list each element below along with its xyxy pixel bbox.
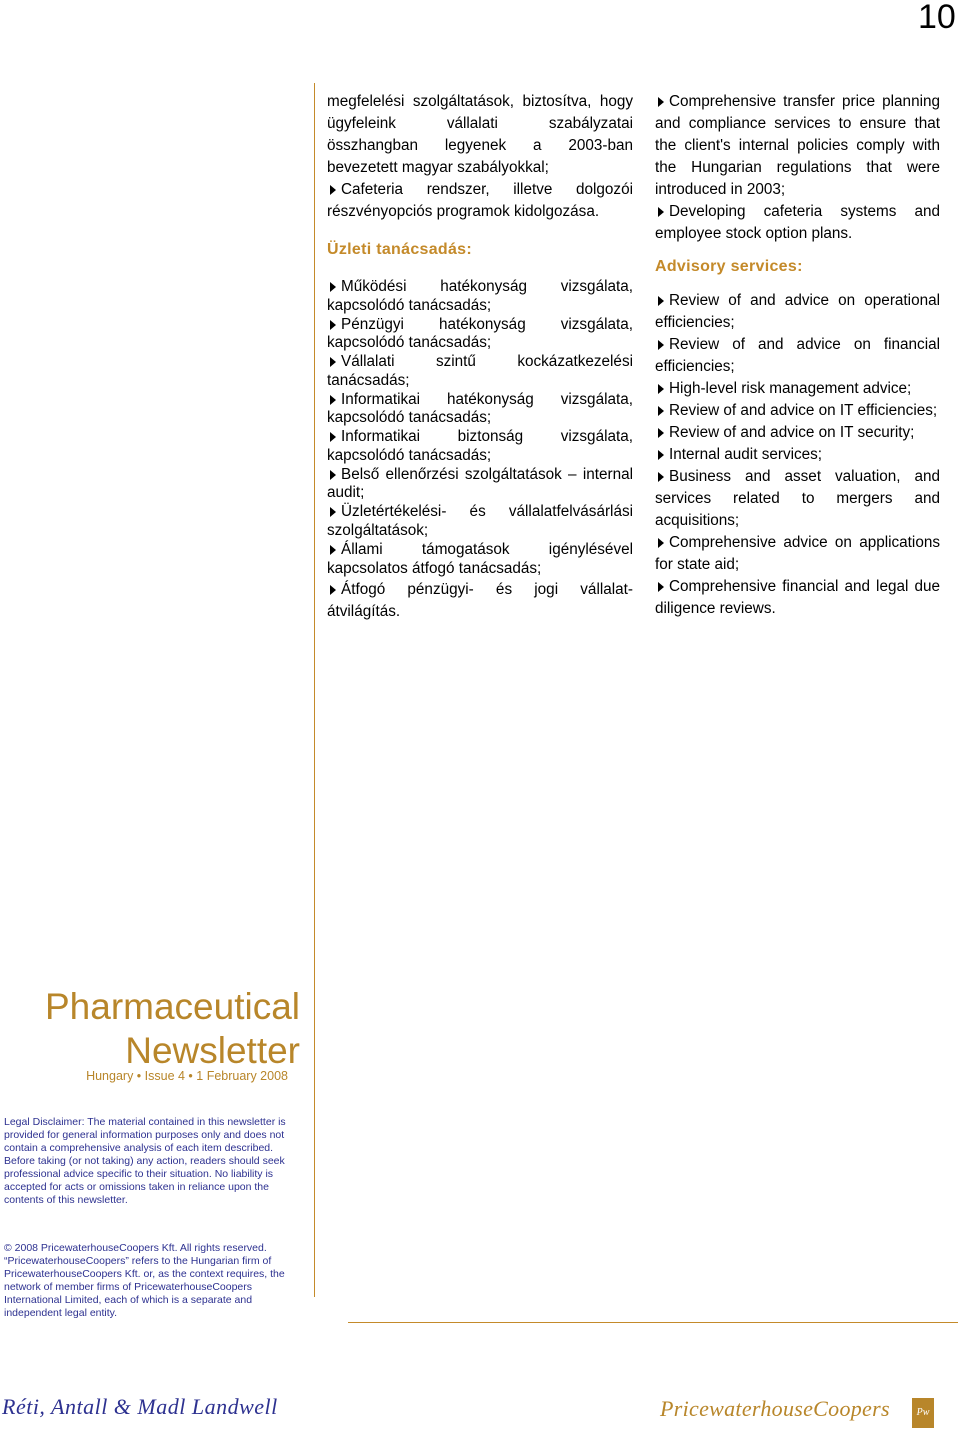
triangle-bullet-icon bbox=[330, 432, 336, 442]
list-item: Comprehensive financial and legal due diligence reviews. bbox=[655, 578, 940, 617]
hu-intro-paragraph: megfelelési szolgáltatások, biztosítva, hogy ügyfeleink vállalati szabályzatai összhangban legyenek a 2003-ban bevezetett magyar szabályokkal; bbox=[327, 93, 633, 176]
triangle-bullet-icon bbox=[658, 428, 664, 438]
newsletter-title-line2: Newsletter bbox=[125, 1030, 300, 1071]
triangle-bullet-icon bbox=[658, 472, 664, 482]
english-column bbox=[655, 91, 940, 620]
legal-disclaimer: Legal Disclaimer: The material contained in this newsletter is provided for general information purposes only and does not contain a comprehensive analysis of each item described. Before taking (or not taking) any action, readers should seek professional advice specific to their situation. No liability is accepted for acts or omissions taken in reliance upon the contents of this newsletter. bbox=[4, 1116, 286, 1206]
hungarian-column bbox=[327, 91, 633, 623]
list-item: Belső ellenőrzési szolgáltatások – internal audit; bbox=[327, 465, 633, 502]
hu-intro-item: Cafeteria rendszer, illetve dolgozói részvényopciós programok kidolgozása. bbox=[327, 181, 633, 220]
triangle-bullet-icon bbox=[330, 395, 336, 405]
pwc-mark-icon: Pw bbox=[912, 1398, 934, 1428]
list-item: Internal audit services; bbox=[655, 444, 940, 466]
triangle-bullet-icon bbox=[330, 357, 336, 367]
copyright-notice: © 2008 PricewaterhouseCoopers Kft. All rights reserved. “PricewaterhouseCoopers” refers to the Hungarian firm of PricewaterhouseCoopers Kft. or, as the context requires, the network of member firms of PricewaterhouseCoopers International Limited, each of which is a separate and independent legal entity. bbox=[4, 1242, 285, 1319]
list-item: Átfogó pénzügyi- és jogi vállalat-átvilágítás. bbox=[327, 580, 633, 620]
list-item: Informatikai biztonság vizsgálata, kapcsolódó tanácsadás; bbox=[327, 428, 633, 464]
hu-section-heading: Üzleti tanácsadás: bbox=[327, 241, 473, 258]
en-section-heading: Advisory services: bbox=[655, 258, 803, 275]
triangle-bullet-icon bbox=[658, 406, 664, 416]
triangle-bullet-icon bbox=[330, 185, 336, 195]
triangle-bullet-icon bbox=[330, 585, 336, 595]
hu-service-list bbox=[327, 278, 633, 623]
en-intro-item: Developing cafeteria systems and employee stock option plans. bbox=[655, 203, 940, 242]
list-item: Üzletértékelési- és vállalatfelvásárlási szolgáltatások; bbox=[327, 503, 633, 540]
triangle-bullet-icon bbox=[330, 282, 336, 292]
list-item: Működési hatékonyság vizsgálata, kapcsolódó tanácsadás; bbox=[327, 278, 633, 314]
landwell-logo: Réti, Antall & Madl Landwell bbox=[2, 1394, 278, 1419]
newsletter-title-line1: Pharmaceutical bbox=[44, 986, 300, 1027]
column-divider bbox=[314, 83, 315, 1297]
list-item: Review of and advice on operational efficiencies; bbox=[655, 292, 940, 331]
triangle-bullet-icon bbox=[330, 320, 336, 330]
triangle-bullet-icon bbox=[658, 207, 664, 217]
triangle-bullet-icon bbox=[658, 384, 664, 394]
page-number: 10 bbox=[918, 0, 956, 36]
footer-rule bbox=[348, 1322, 958, 1323]
list-item: Vállalati szintű kockázatkezelési tanácsadás; bbox=[327, 353, 633, 389]
triangle-bullet-icon bbox=[330, 545, 336, 555]
pwc-logo: PricewaterhouseCoopers bbox=[660, 1396, 890, 1421]
list-item: Business and asset valuation, and services related to mergers and acquisitions; bbox=[655, 468, 940, 529]
list-item: High-level risk management advice; bbox=[655, 378, 940, 400]
triangle-bullet-icon bbox=[658, 582, 664, 592]
triangle-bullet-icon bbox=[330, 470, 336, 480]
list-item: Review of and advice on financial efficiencies; bbox=[655, 336, 940, 375]
list-item: Állami támogatások igénylésével kapcsolatos átfogó tanácsadás; bbox=[327, 541, 633, 577]
triangle-bullet-icon bbox=[330, 507, 336, 517]
newsletter-title bbox=[20, 985, 300, 1073]
list-item: Review of and advice on IT efficiencies; bbox=[655, 400, 940, 422]
triangle-bullet-icon bbox=[658, 296, 664, 306]
newsletter-subtitle: Hungary • Issue 4 • 1 February 2008 bbox=[86, 1069, 288, 1083]
list-item: Pénzügyi hatékonyság vizsgálata, kapcsolódó tanácsadás; bbox=[327, 315, 633, 352]
en-intro-item: Comprehensive transfer price planning and compliance services to ensure that the client's internal policies comply with the Hungarian regulations that were introduced in 2003; bbox=[655, 93, 940, 198]
list-item: Comprehensive advice on applications for state aid; bbox=[655, 534, 940, 573]
triangle-bullet-icon bbox=[658, 538, 664, 548]
list-item: Informatikai hatékonyság vizsgálata, kapcsolódó tanácsadás; bbox=[327, 390, 633, 427]
triangle-bullet-icon bbox=[658, 97, 664, 107]
list-item: Review of and advice on IT security; bbox=[655, 422, 940, 444]
triangle-bullet-icon bbox=[658, 450, 664, 460]
en-service-list bbox=[655, 290, 940, 620]
triangle-bullet-icon bbox=[658, 340, 664, 350]
